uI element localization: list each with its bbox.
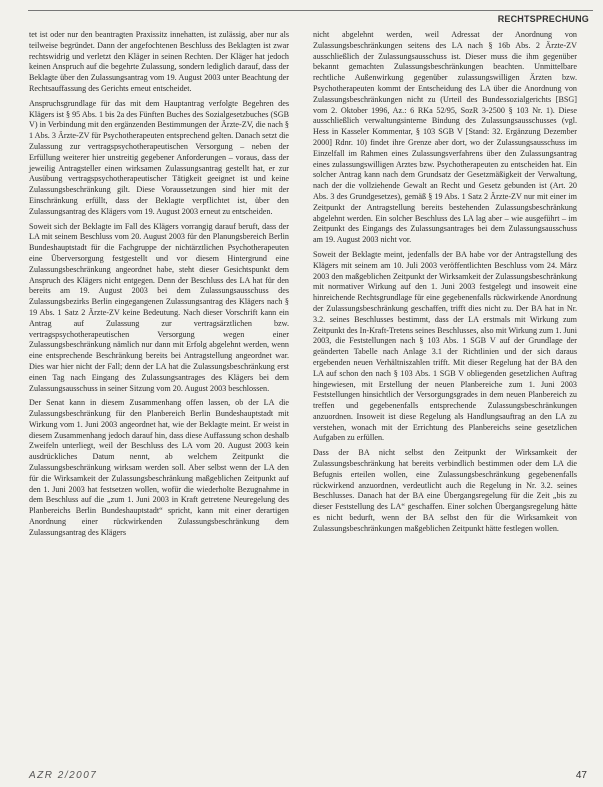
- page-number: 47: [575, 770, 587, 781]
- paragraph: Der Senat kann in diesem Zusammenhang offen lassen, ob der LA die Zulassungsbeschränkung für den Planbereich Berlin Bundeshauptstadt mit Wirkung vom 1. Juni 2003 angeordnet hat, wie der Beklagte meint. Er weist in diesem Zusammenhang jedoch darauf hin, dass diese Auffassung schon deshalb Zweifeln unterliegt, weil der Beschluss des LA vom 20. August 2003 kein ausdrückliches Datum nennt, ab welchem Zeitpunkt die Zulassungsbeschränkung wirksam werden soll. Aber selbst wenn der LA den für die Wirksamkeit der Zulassungsbeschränkung maßgeblichen Zeitpunkt auf den 1. Juni 2003 hat festsetzen wollen, wofür die wiederholte Bezugnahme in dem Beschluss auf die „zum 1. Juni 2003 in Kraft getretene Neuregelung des Planbereichs Berlin Bundeshauptstadt“ spricht, kann mit einer derartigen Anordnung einer rückwirkenden Zulassungsbeschränkung dem Zulassungsantrag des Klägers: [29, 398, 289, 537]
- paragraph: Soweit der Beklagte meint, jedenfalls der BA habe vor der Antragstellung des Klägers mit seinem am 10. Juli 2003 veröffentlichten Beschluss vom 24. März 2003 den maßgeblichen Zeitpunkt der Wirksamkeit der Zulassungsbeschränkung mit normativer Wirkung auf den 1. Juni 2003 festgelegt und insoweit eine hinreichende Rechtsgrundlage für eine gegebenenfalls rückwirkende Anordnung der Zulassungsbeschränkung geschaffen, trifft dies nicht zu. Der BA hat in Nr. 3.2. seines Beschlusses bestimmt, dass der LA erstmals mit Wirkung zum Zeitpunkt des In-Kraft-Tretens seines Beschlusses, also mit Wirkung zum 1. Juni 2003, die Feststellungen nach § 103 Abs. 1 SGB V auf der Grundlage der geänderten Tabelle nach Anlage 3.1 der Richtlinien und der sich daraus ergebenden neuen Verhältniszahlen trifft. Mit dieser Regelung hat der BA den LA auf schon den nach § 103 Abs. 1 SGB V obliegenden gesetzlichen Auftrag hingewiesen, mit Erstellung der neuen Planbereiche zum 1. Juni 2003 Feststellungen hinsichtlich der Versorgungsgrades in dem neuen Planbereich zu treffen und gegebenenfalls entsprechende Zulassungsbeschränkungen anzuordnen. Insoweit ist diese Regelung als Handlungsauftrag an den LA zu verstehen, wonach mit der Errichtung des Planbereichs seine gesetzlichen Aufgaben zu erfüllen.: [313, 249, 577, 443]
- left-column: [29, 30, 289, 543]
- paragraph: Anspruchsgrundlage für das mit dem Hauptantrag verfolgte Begehren des Klägers ist § 95 Abs. 1 bis 2a des Fünften Buches des Sozialgesetzbuches (SGB V) in Verbindung mit den ergänzenden Bestimmungen der Ärzte-ZV, die nach § 1 Abs. 3 Ärzte-ZV für Psychotherapeuten entsprechend gelten. Danach setzt die Zulassung zur vertragspsychotherapeutischen Versorgung – neben der Erfüllung weiterer hier unstreitig gegebener Anforderungen – voraus, dass der jeweilig Antragsteller einen wirksamen Zulassungsantrag gestellt hat, er zur Ausübung vertragspsychotherapeutischer Tätigkeit geeignet ist und keine Zulassungsbeschränkung gilt. Diese Voraussetzungen sind hier mit der Einschränkung erfüllt, dass der Beklagte verpflichtet ist, über den Zulassungsantrag des Klägers vom 19. August 2003 erneut zu entscheiden.: [29, 98, 289, 216]
- journal-issue: AZR 2/2007: [29, 770, 98, 781]
- paragraph: Dass der BA nicht selbst den Zeitpunkt der Wirksamkeit der Zulassungsbeschränkung hat bereits verbindlich bestimmen oder dem LA die Befugnis erteilen wollen, eine Zulassungsbeschränkung gegebenenfalls rückwirkend anzuordnen, verdeutlicht auch die Regelung in Nr. 3.2. seines Beschlusses. Danach hat der BA eine Übergangsregelung für die Zeit „bis zu dieser Feststellung des LA“ geschaffen. Einer solchen Übergangsregelung hätte es nicht bedurft, wenn der BA selbst den für die Wirksamkeit von Zulassungsbeschränkungen maßgeblichen Zeitpunkt hätte festlegen wollen.: [313, 448, 577, 533]
- right-column: [313, 30, 577, 539]
- paragraph: tet ist oder nur den beantragten Praxissitz innehatten, ist zulässig, aber nur als teilweise begründet. Dann der angefochtenen Beschluss des Beklagten ist zwar rechtswidrig und verletzt den Kläger in seinen Rechten. Der Kläger hat jedoch keinen Anspruch auf die begehrte Zulassung, sondern lediglich darauf, dass der Beklagte über den Zulassungsantrag vom 19. August 2003 unter Beachtung der Rechtsauffassung des Gerichts erneut entscheidet.: [29, 30, 289, 93]
- page-footer: [29, 769, 587, 781]
- header-rule: [28, 10, 593, 11]
- paragraph: Soweit sich der Beklagte im Fall des Klägers vorrangig darauf beruft, dass der LA mit seinem Beschluss vom 20. August 2003 für den Planungsbereich Berlin Bundeshauptstadt für die Fachgruppe der nichtärztlichen Psychotherapeuten eine Überversorgung festgestellt und vor diesem Hintergrund eine Zulassungsbeschränkung angeordnet habe, steht dieser Gesichtspunkt dem Anspruch des Klägers nicht entgegen. Denn der Beschluss des LA hat für den bereits am 19. August 2003 bei dem Zulassungsausschuss des Zulassungsbezirks Berlin eingegangenen Zulassungsantrag des Klägers nach § 19 Abs. 1 Satz 2 Ärzte-ZV keine Bedeutung. Nach dieser Vorschrift kann ein Antrag auf Zulassung zur vertragsärztlichen bzw. vertragspsychotherapeutischen Versorgung wegen einer Zulassungsbeschränkung nämlich nur dann mit Erfolg abgelehnt werden, wenn eine entsprechende Beschränkung bereits bei Antragstellung angeordnet war. Dies war hier nicht der Fall; denn der LA hat die Zulassungsbeschränkung erst einen Tag nach Eingang des Zulassungsantrages des Klägers bei dem Zulassungsausschuss in seiner Sitzung vom 20. August 2003 beschlossen.: [29, 221, 289, 393]
- paragraph: nicht abgelehnt werden, weil Adressat der Anordnung von Zulassungsbeschränkungen seitens des LA nach § 16b Abs. 2 Ärzte-ZV ausschließlich der Zulassungsausschuss ist. Dieser muss die ihm gegenüber bekannt gemachten Zulassungsbeschränkungen beachten. Unmittelbare rechtliche Außenwirkung gegenüber zulassungswilligen Ärzten bzw. Psychotherapeuten kommt der Entscheidung des LA über die Anordnung von Zulassungsbeschränkungen nicht zu (Urteil des Bundessozialgerichts [BSG] vom 2. Oktober 1996, Az.: 6 RKa 52/95, SozR 3-2500 § 103 Nr. 1). Diese ausschließlich verwaltungsinterne Bindung des Zulassungsausschusses (vgl. Hess in Kasseler Kommentar, § 103 SGB V [Stand: 32. Ergänzung Dezember 2000] Rdnr. 10) findet ihre Grenze aber dort, wo der Zulassungsausschuss im Einzelfall im Rahmen eines Zulassungsverfahrens über den Zulassungsantrag eines zulassungswilligen Arztes bzw. Psychotherapeuten zu entscheiden hat. Ein solcher Antrag kann nach dem Grundsatz der Gesetzmäßigkeit der Verwaltung, nach der die vollziehende Gewalt an Recht und Gesetz gebunden ist (Art. 20 Abs. 3 des Grundgesetzes), gemäß § 19 Abs. 1 Satz 2 Ärzte-ZV nur mit einer im Zeitpunkt der Antragstellung bereits bestehenden Zulassungsbeschränkung abgelehnt werden. Ein solcher Beschluss des LA lag aber – wie ausgeführt – im Zeitpunkt des Eingangs des Zulassungsantrages bei dem Zulassungsausschuss am 19. August 2003 nicht vor.: [313, 30, 577, 245]
- section-label: RECHTSPRECHUNG: [497, 14, 589, 24]
